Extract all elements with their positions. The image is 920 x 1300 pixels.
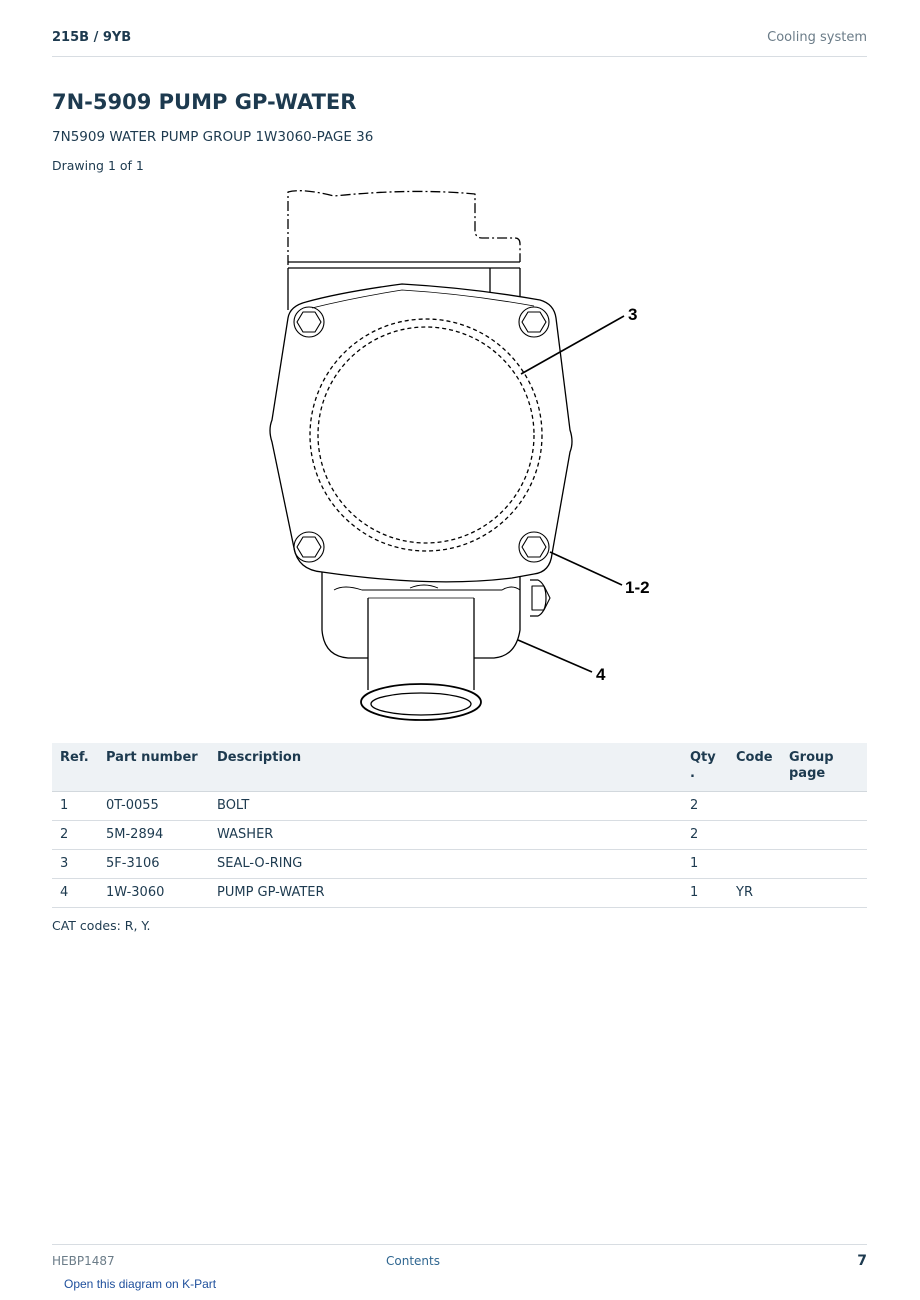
table-header-row (52, 743, 867, 792)
cell-part-number: 1W-3060 (98, 879, 209, 908)
leader-line-3 (521, 316, 624, 374)
cell-code: YR (728, 879, 781, 908)
callout-3 (521, 305, 637, 374)
leader-line-1-2 (550, 552, 622, 585)
cell-group-page (781, 879, 867, 908)
callout-label-3: 3 (628, 305, 638, 324)
open-kpart-link[interactable]: Open this diagram on K-Part (64, 1277, 217, 1291)
cell-qty: 1 (682, 850, 728, 879)
col-header-group-page: Group page (781, 743, 867, 792)
page-footer (52, 1244, 867, 1275)
cell-qty: 2 (682, 792, 728, 821)
pump-outlet-housing (322, 572, 550, 720)
col-header-description: Description (209, 743, 682, 792)
table-row (52, 792, 867, 821)
cell-description: WASHER (209, 821, 682, 850)
cell-part-number: 5F-3106 (98, 850, 209, 879)
cell-description: BOLT (209, 792, 682, 821)
contents-link[interactable]: Contents (386, 1254, 440, 1268)
machine-model: 215B / 9YB (52, 30, 132, 45)
col-header-part-number: Part number (98, 743, 209, 792)
cell-description: SEAL-O-RING (209, 850, 682, 879)
cell-ref: 3 (52, 850, 98, 879)
drawing-count: Drawing 1 of 1 (52, 158, 144, 173)
parts-table (52, 743, 867, 908)
page-header (52, 28, 867, 57)
callout-4 (518, 640, 606, 684)
seal-o-ring (310, 319, 542, 551)
cell-description: PUMP GP-WATER (209, 879, 682, 908)
cell-group-page (781, 850, 867, 879)
cell-qty: 1 (682, 879, 728, 908)
cell-ref: 1 (52, 792, 98, 821)
page-number: 7 (857, 1253, 867, 1269)
cell-ref: 4 (52, 879, 98, 908)
cell-qty: 2 (682, 821, 728, 850)
callout-label-1-2: 1-2 (625, 578, 650, 597)
col-header-qty: Qty . (682, 743, 728, 792)
bolt-heads (294, 307, 549, 562)
col-header-ref: Ref. (52, 743, 98, 792)
cell-code (728, 821, 781, 850)
cell-group-page (781, 821, 867, 850)
callout-1-2 (550, 552, 650, 597)
callout-label-4: 4 (596, 665, 606, 684)
cell-code (728, 850, 781, 879)
cell-ref: 2 (52, 821, 98, 850)
cat-codes-note: CAT codes: R, Y. (52, 918, 151, 933)
section-name: Cooling system (767, 30, 867, 45)
table-row (52, 821, 867, 850)
cell-code (728, 792, 781, 821)
cell-part-number: 0T-0055 (98, 792, 209, 821)
table-row (52, 850, 867, 879)
document-id: HEBP1487 (52, 1254, 115, 1268)
cell-group-page (781, 792, 867, 821)
group-subtitle: 7N5909 WATER PUMP GROUP 1W3060-PAGE 36 (52, 129, 374, 145)
water-pump-diagram[interactable] (262, 180, 662, 725)
cell-part-number: 5M-2894 (98, 821, 209, 850)
page-title: 7N-5909 PUMP GP-WATER (52, 90, 357, 114)
table-row (52, 879, 867, 908)
col-header-code: Code (728, 743, 781, 792)
leader-line-4 (518, 640, 592, 672)
